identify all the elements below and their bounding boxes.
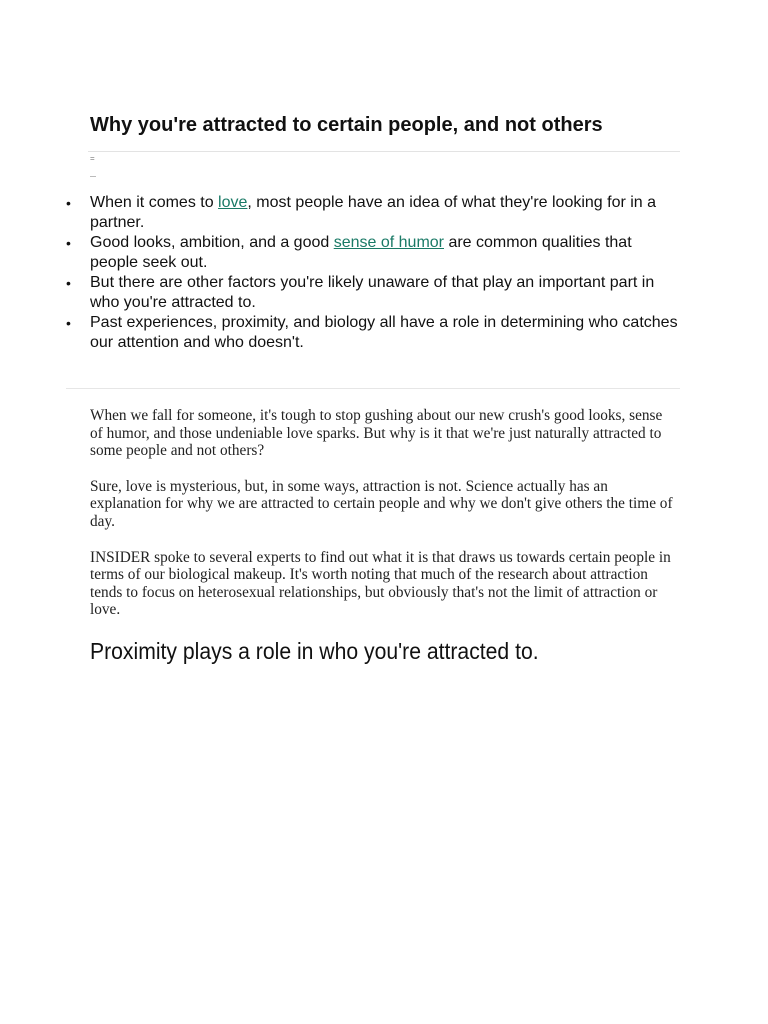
- summary-bullet: [66, 193, 682, 233]
- body-paragraph: INSIDER spoke to several experts to find out what it is that draws us towards certain people in terms of our biological makeup. It's worth noting that much of the research about attraction tends to focus on heterosexual relationships, but obviously that's not the limit of attraction or love.: [90, 548, 671, 619]
- summary-bullet: [66, 273, 682, 313]
- body-paragraph: When we fall for someone, it's tough to stop gushing about our new crush's good looks, sense of humor, and those undeniable love sparks. But why is it that we're just naturally attracted to some people and not others?: [90, 407, 663, 460]
- section-subheading: Proximity plays a role in who you're attracted to.: [90, 638, 539, 664]
- love-link[interactable]: love: [218, 194, 248, 211]
- bullet-text-pre: Good looks, ambition, and a good: [90, 234, 334, 251]
- bullet-dot-icon: •: [66, 235, 71, 251]
- summary-bullet-list: [66, 193, 682, 353]
- body-paragraph: Sure, love is mysterious, but, in some ways, attraction is not. Science actually has an explanation for why we are attracted to certain people and why we don't give others the time of day.: [90, 477, 673, 530]
- bullet-text-post: , most people have an idea of what they're looking for in a partner.: [90, 194, 657, 231]
- sense-of-humor-link[interactable]: sense of humor: [333, 234, 444, 251]
- bullet-text: Past experiences, proximity, and biology all have a role in determining who catches our attention and who doesn't.: [90, 314, 678, 351]
- summary-bullet: [66, 313, 682, 353]
- summary-divider: [66, 388, 680, 389]
- share-mark-underline: [90, 176, 96, 177]
- summary-bullet: [66, 233, 682, 273]
- bullet-dot-icon: •: [66, 195, 71, 211]
- headline-divider: [88, 151, 680, 152]
- bullet-dot-icon: •: [66, 315, 71, 331]
- share-mark: =: [90, 154, 95, 163]
- bullet-text-pre: When it comes to: [90, 194, 219, 211]
- bullet-dot-icon: •: [66, 275, 71, 291]
- article-headline: Why you're attracted to certain people, and not others: [90, 114, 603, 136]
- bullet-text-post: are common qualities that people seek out.: [90, 234, 632, 271]
- bullet-text: But there are other factors you're likely unaware of that play an important part in who you're attracted to.: [90, 274, 655, 311]
- article-body: [90, 407, 678, 637]
